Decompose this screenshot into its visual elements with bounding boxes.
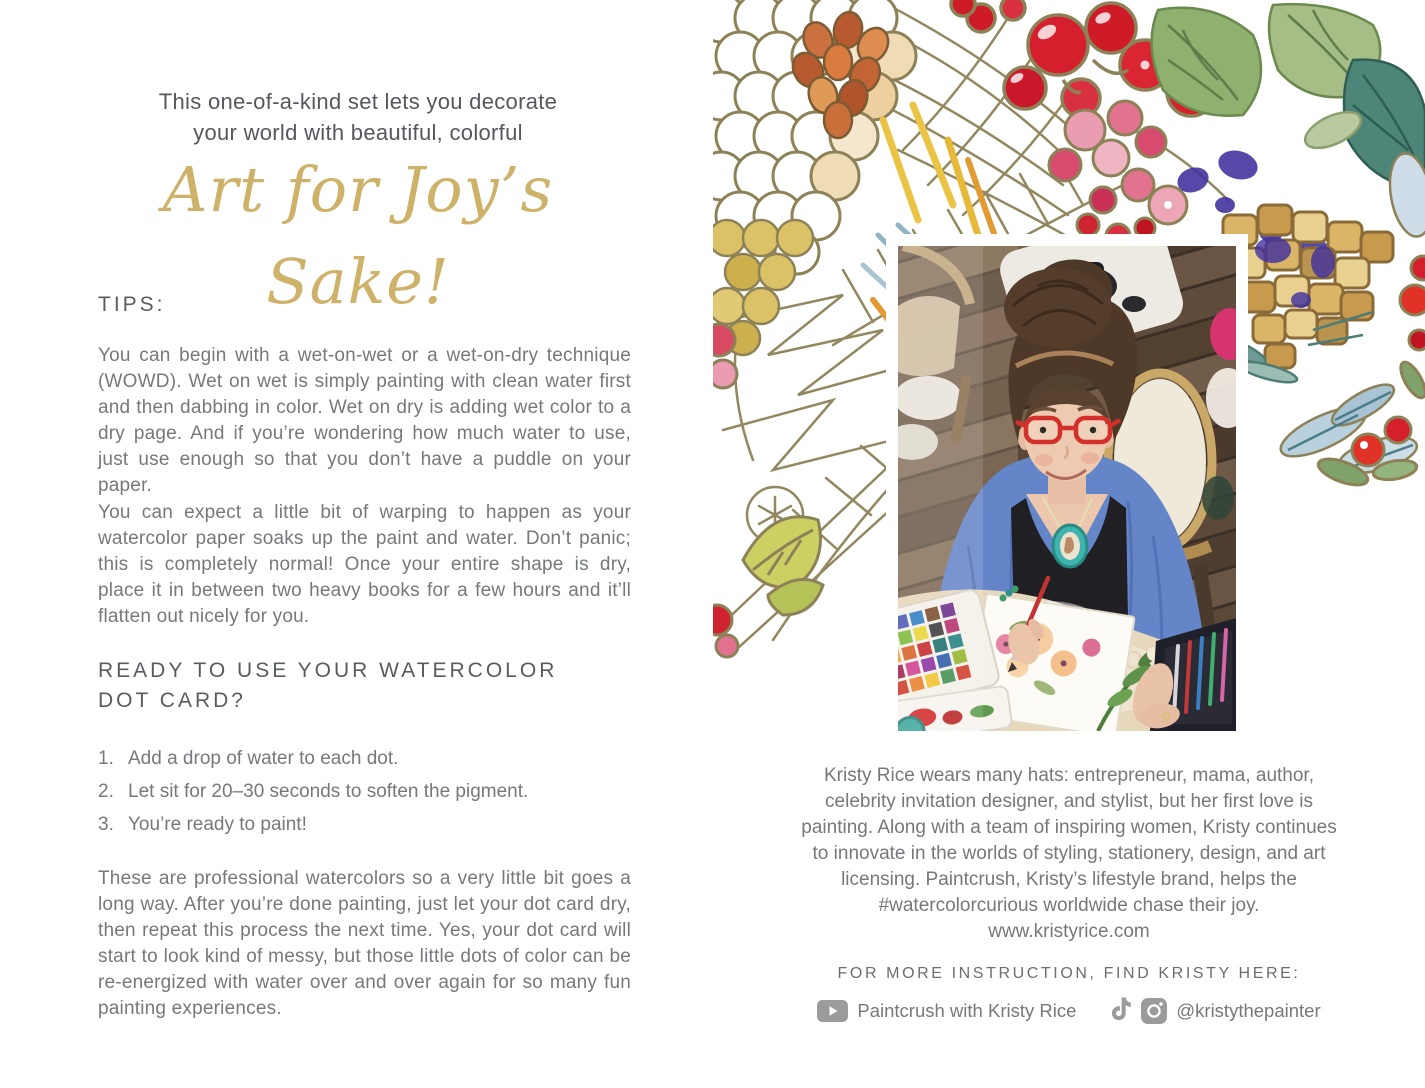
step-text: Let sit for 20–30 seconds to soften the pigment.: [128, 781, 529, 802]
website-url: www.kristyrice.com: [988, 921, 1150, 942]
ready-heading-line-2: DOT CARD?: [98, 689, 246, 712]
instagram-icon: [1141, 998, 1167, 1024]
youtube-icon: [817, 1000, 848, 1022]
tips-paragraph-2: You can expect a little bit of warping to happen as your watercolor paper soaks up the paint and water. Don’t panic; this is completely normal! Once your entire shape is dry, place it in between two heavy books for a few hours and it’ll flatten out nicely for you.: [98, 502, 631, 627]
bio-text: Kristy Rice wears many hats: entrepreneur, mama, author, celebrity invitation designer, and stylist, but her first love is painting. Along with a team of inspiring women, Kristy continues to innovate in the worlds of styling, stationery, design, and art licensing. Paintcrush, Kristy’s lifestyle brand, helps the #watercolorcurious worldwide chase their joy.: [801, 765, 1337, 916]
find-kristy-heading: FOR MORE INSTRUCTION, FIND KRISTY HERE:: [837, 965, 1301, 982]
social-row: [798, 997, 1340, 1024]
tiktok-icon: [1108, 997, 1132, 1024]
script-title: Art for Joy’s Sake!: [162, 153, 554, 318]
left-edge-berries: [713, 324, 738, 657]
steps-list: [98, 746, 631, 845]
step-text: Add a drop of water to each dot.: [128, 748, 399, 769]
tan-pinecone: [1223, 205, 1393, 368]
intro-line-2: your world with beautiful, colorful: [193, 120, 523, 145]
ready-heading-line-1: READY TO USE YOUR WATERCOLOR: [98, 659, 558, 682]
tips-heading: TIPS:: [98, 293, 166, 316]
intro-text: [98, 86, 618, 148]
intro-line-1: This one-of-a-kind set lets you decorate: [158, 89, 558, 114]
closing-paragraph: These are professional watercolors so a very little bit goes a long way. After you’re done painting, just let your dot card dry, then repeat this process the next time. Yes, your dot card will start to look kind of messy, but those little dots of color can be re-energized with water over and over again for so many fun painting experiences.: [98, 868, 631, 1019]
pink-berries: [1049, 101, 1187, 248]
step-item: [98, 746, 631, 772]
youtube-label: Paintcrush with Kristy Rice: [857, 999, 1077, 1021]
step-text: You’re ready to paint!: [128, 814, 307, 835]
right-page-text: [798, 763, 1340, 1024]
step-item: [98, 779, 631, 805]
step-item: [98, 812, 631, 838]
instagram-handle: @kristythepainter: [1176, 999, 1321, 1021]
ready-heading: [98, 656, 631, 716]
step-number: 3.: [98, 814, 114, 835]
step-number: 2.: [98, 781, 114, 802]
photo-illustration: [898, 246, 1236, 731]
tips-paragraph-1: You can begin with a wet-on-wet or a wet-on-dry technique (WOWD). Wet on wet is simply painting with clean water first and then dabbing in color. Wet on dry is adding wet color to a dry page. And if you’re wondering how much water to use, just use enough so that you don’t have a puddle on your paper.: [98, 345, 631, 496]
yellow-green-leaf: [743, 517, 823, 615]
kristy-photo: [898, 246, 1236, 731]
step-number: 1.: [98, 748, 114, 769]
